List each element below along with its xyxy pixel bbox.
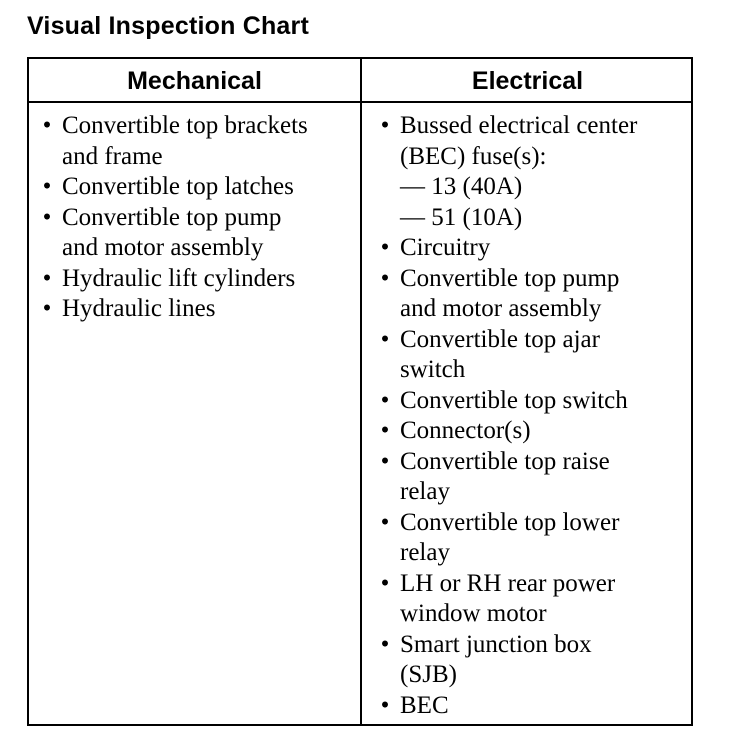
list-item <box>37 172 355 203</box>
item-line: LH or RH rear power <box>400 569 616 597</box>
item-line: and motor assembly <box>62 234 264 261</box>
item-line: switch <box>400 356 466 383</box>
item-line: Convertible top pump <box>400 264 620 292</box>
item-line: Connector(s) <box>400 417 531 444</box>
mechanical-header: Mechanical <box>127 67 262 95</box>
item-line: Convertible top switch <box>400 386 628 414</box>
list-item <box>37 111 355 172</box>
header-divider <box>29 101 691 103</box>
item-line: — 51 (10A) <box>400 203 523 231</box>
bullet-icon: • <box>380 691 390 719</box>
bullet-icon: • <box>380 508 390 536</box>
bullet-icon: • <box>42 112 52 139</box>
bullet-icon: • <box>42 295 52 322</box>
list-item <box>37 203 355 264</box>
item-line: Convertible top pump <box>62 203 282 231</box>
list-item <box>375 447 687 508</box>
item-line: (SJB) <box>400 661 457 688</box>
item-line: BEC <box>400 691 449 719</box>
list-item <box>37 294 355 325</box>
item-line: Hydraulic lines <box>62 295 216 322</box>
item-line: and frame <box>62 142 163 170</box>
bullet-icon: • <box>380 630 390 658</box>
item-line: (BEC) fuse(s): <box>400 142 547 170</box>
bullet-icon: • <box>380 234 390 261</box>
mechanical-list <box>37 111 355 325</box>
item-line: relay <box>400 478 450 505</box>
list-item <box>375 630 687 691</box>
item-line: Convertible top ajar <box>400 325 600 353</box>
item-line: Smart junction box <box>400 630 592 658</box>
bullet-icon: • <box>380 264 390 292</box>
list-item <box>375 691 687 722</box>
item-line: Bussed electrical center <box>400 112 638 139</box>
item-line: Convertible top brackets <box>62 112 308 139</box>
item-line: Convertible top raise <box>400 447 610 475</box>
bullet-icon: • <box>380 325 390 353</box>
bullet-icon: • <box>380 417 390 444</box>
item-line: Circuitry <box>400 234 491 261</box>
bullet-icon: • <box>42 173 52 200</box>
electrical-list <box>375 111 687 721</box>
item-line: — 13 (40A) <box>400 173 523 200</box>
item-line: Hydraulic lift cylinders <box>62 264 296 292</box>
list-item <box>375 325 687 386</box>
item-line: Convertible top lower <box>400 508 620 536</box>
list-item <box>375 508 687 569</box>
inspection-table <box>27 57 693 726</box>
item-line: and motor assembly <box>400 295 602 322</box>
bullet-icon: • <box>42 203 52 231</box>
list-item <box>375 264 687 325</box>
bullet-icon: • <box>380 569 390 597</box>
item-line: relay <box>400 539 450 566</box>
bullet-icon: • <box>380 112 390 139</box>
list-item <box>375 386 687 417</box>
list-item <box>37 264 355 295</box>
electrical-header: Electrical <box>471 67 584 95</box>
item-line: window motor <box>400 600 547 627</box>
list-item <box>375 569 687 630</box>
column-divider <box>360 59 362 724</box>
list-item <box>375 111 687 233</box>
item-line: Convertible top latches <box>62 173 294 200</box>
list-item <box>375 416 687 447</box>
bullet-icon: • <box>42 264 52 292</box>
chart-title: Visual Inspection Chart <box>27 12 309 40</box>
bullet-icon: • <box>380 447 390 475</box>
list-item <box>375 233 687 264</box>
bullet-icon: • <box>380 386 390 414</box>
